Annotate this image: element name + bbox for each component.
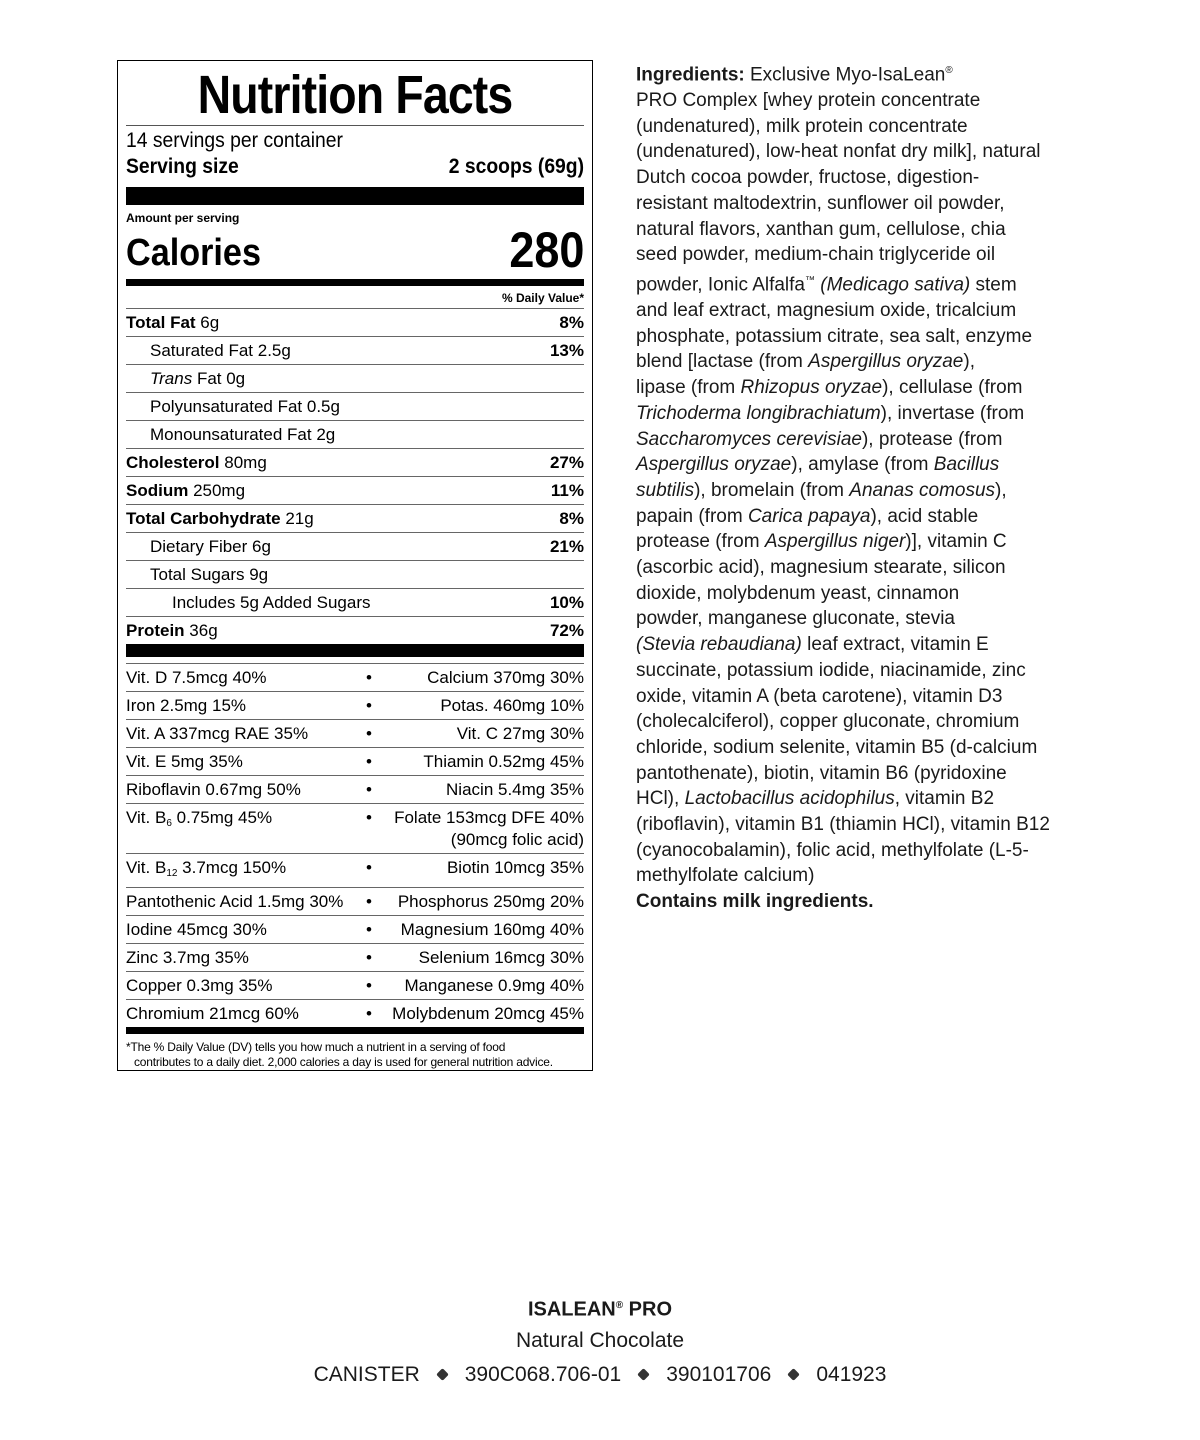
nutrient-row	[126, 588, 584, 616]
trademark-symbol: ®	[945, 65, 953, 76]
vitamin-right	[380, 888, 584, 915]
ingredient-text: powder, manganese gluconate, stevia	[636, 608, 955, 630]
nutrition-facts-title: Nutrition Facts	[197, 65, 513, 125]
ingredient-text: , vitamin B2	[894, 788, 995, 810]
vitamin-right	[380, 807, 584, 851]
vitamin-row	[126, 803, 584, 853]
nutrient-amount: 250mg	[188, 481, 246, 500]
ingredient-text: ),	[963, 351, 975, 373]
nutrient-label: Sodium	[126, 481, 189, 500]
scientific-name: Aspergillus niger	[764, 531, 906, 553]
nutrient-amount: 6g	[247, 537, 271, 556]
bullet-separator: •	[366, 696, 372, 715]
ingredient-line	[636, 452, 1086, 478]
bullet-separator: •	[366, 724, 372, 743]
nutrient-amount: 80mg	[219, 453, 267, 472]
bullet-separator: •	[366, 1004, 372, 1023]
nutrient-name	[126, 421, 335, 448]
ingredient-line	[636, 324, 1086, 350]
vitamin-left: Vit. B6 0.75mg 45%	[126, 808, 273, 829]
nutrient-label: Saturated Fat	[150, 341, 254, 360]
nutrient-label: Total Fat	[126, 313, 196, 332]
vitamin-right	[380, 664, 584, 691]
ingredient-text: (undenatured), low-heat nonfat dry milk], natural	[636, 141, 1041, 163]
nutrient-name	[126, 477, 245, 504]
ingredient-line	[636, 478, 1086, 504]
ingredient-line	[636, 658, 1086, 684]
product-code: 390C068.706-01	[464, 1362, 622, 1386]
bullet-separator: •	[366, 808, 372, 827]
nutrient-daily-value: 8%	[559, 509, 584, 528]
vitamin-right-line: Manganese 0.9mg 40%	[404, 976, 584, 995]
ingredient-line	[636, 504, 1086, 530]
vitamin-right-line: Niacin 5.4mg 35%	[446, 780, 584, 799]
vitamin-left: Iodine 45mcg 30%	[126, 920, 267, 939]
nutrient-name	[126, 561, 268, 588]
serving-size-row	[126, 153, 584, 181]
ingredient-line	[636, 529, 1086, 555]
vitamin-right-line: Calcium 370mg 30%	[427, 668, 584, 687]
ingredient-text: and leaf extract, magnesium oxide, tricalcium	[636, 299, 1017, 321]
product-name	[0, 1292, 1200, 1324]
ingredient-line	[636, 139, 1086, 165]
vitamin-right-line: Molybdenum 20mcg 45%	[392, 1004, 584, 1023]
nutrient-label: Polyunsaturated Fat	[150, 397, 303, 416]
nutrient-amount: 2g	[311, 425, 336, 444]
bullet-separator: •	[366, 948, 372, 967]
product-info	[0, 1292, 1200, 1390]
vitamin-right-line-2: (90mcg folic acid)	[450, 830, 584, 849]
scientific-name: (Stevia rebaudiana)	[636, 634, 802, 656]
nutrient-name	[126, 393, 340, 420]
ingredient-text: PRO Complex [whey protein concentrate	[636, 90, 981, 112]
vitamin-right	[380, 720, 584, 747]
nutrient-daily-value: 72%	[549, 621, 584, 640]
vitamin-right	[380, 944, 584, 971]
vitamin-right-line: Biotin 10mcg 35%	[446, 858, 584, 877]
nutrient-amount: 0g	[221, 369, 246, 388]
vitamin-row	[126, 747, 584, 775]
ingredient-text: chloride, sodium selenite, vitamin B5 (d-calcium	[636, 736, 1038, 758]
ingredient-text: leaf extract, vitamin E	[801, 634, 989, 656]
ingredient-text: ), protease (from	[861, 428, 1003, 450]
nutrient-row	[126, 420, 584, 448]
ingredient-line	[636, 191, 1086, 217]
vitamin-left: Iron 2.5mg 15%	[126, 696, 247, 715]
thick-divider	[126, 187, 584, 205]
vitamin-row	[126, 853, 584, 887]
vitamin-row	[126, 719, 584, 747]
ingredient-line	[636, 838, 1086, 864]
ingredient-line	[636, 427, 1086, 453]
divider	[126, 125, 584, 126]
medium-divider	[126, 279, 584, 286]
vitamin-left: Zinc 3.7mg 35%	[126, 948, 249, 967]
ingredient-text: (cholecalciferol), copper gluconate, chromium	[636, 711, 1020, 733]
vitamin-row	[126, 664, 584, 691]
product-code: CANISTER	[313, 1362, 420, 1386]
ingredient-line	[636, 217, 1086, 243]
vitamin-right-line: Selenium 16mcg 30%	[418, 948, 584, 967]
product-brand: ISALEAN	[527, 1298, 616, 1321]
separator-dot-icon	[637, 1368, 650, 1381]
product-code: 390101706	[666, 1362, 772, 1386]
vitamin-left: Copper 0.3mg 35%	[126, 976, 273, 995]
calories-value: 280	[508, 222, 584, 278]
bullet-separator: •	[366, 752, 372, 771]
serving-size-value: 2 scoops (69g)	[448, 155, 584, 178]
nutrient-amount: 36g	[184, 621, 218, 640]
registered-mark: ®	[615, 1300, 624, 1311]
nutrient-row	[126, 532, 584, 560]
ingredients-text	[636, 58, 1086, 889]
vitamin-right	[380, 748, 584, 775]
ingredient-text: lipase (from	[636, 377, 741, 399]
product-line: PRO	[623, 1298, 673, 1321]
ingredient-text: ), amylase (from	[791, 454, 934, 476]
scientific-name: Rhizopus oryzae	[740, 377, 883, 399]
ingredient-text: resistant maltodextrin, sunflower oil powder,	[636, 192, 1005, 214]
nutrient-daily-value: 27%	[549, 453, 584, 472]
subscript: 12	[166, 868, 178, 879]
ingredient-text: oxide, vitamin A (beta carotene), vitamin D3	[636, 685, 1003, 707]
nutrient-row	[126, 504, 584, 532]
nutrient-label: Total Sugars	[150, 565, 245, 584]
scientific-name: Trichoderma longibrachiatum	[636, 402, 881, 424]
scientific-name: Lactobacillus acidophilus	[684, 788, 895, 810]
nutrient-label: Fat	[196, 369, 222, 388]
ingredient-text: powder, Ionic Alfalfa	[636, 274, 805, 296]
ingredient-line	[636, 349, 1086, 375]
allergen-statement: Contains milk ingredients.	[636, 891, 874, 912]
ingredient-text: ),	[995, 479, 1007, 501]
ingredient-line	[636, 375, 1086, 401]
ingredient-text: phosphate, potassium citrate, sea salt, enzyme	[636, 325, 1033, 347]
bullet-separator: •	[366, 920, 372, 939]
ingredient-line	[636, 401, 1086, 427]
calories-row	[126, 222, 584, 278]
scientific-name: Aspergillus oryzae	[808, 351, 964, 373]
bullet-separator: •	[366, 858, 372, 877]
vitamin-right	[380, 692, 584, 719]
servings-per-container: 14 servings per container	[126, 129, 343, 152]
ingredient-line	[636, 581, 1086, 607]
vitamin-left: Vit. D 7.5mcg 40%	[126, 668, 267, 687]
vitamin-row	[126, 943, 584, 971]
footnote-line-2: contributes to a daily diet. 2,000 calories a day is used for general nutrition advice.	[134, 1055, 553, 1069]
nutrient-list	[126, 308, 584, 644]
vitamin-left: Vit. B12 3.7mcg 150%	[126, 858, 287, 879]
ingredient-line	[636, 632, 1086, 658]
nutrient-name-italic: Trans	[150, 369, 193, 388]
ingredient-text: seed powder, medium-chain triglyceride oil	[636, 244, 996, 266]
ingredient-line	[636, 761, 1086, 787]
nutrient-amount: 2.5g	[253, 341, 291, 360]
ingredient-text: (cyanocobalamin), folic acid, methylfolate (L-5-	[636, 839, 1029, 861]
daily-value-header: % Daily Value*	[501, 291, 584, 305]
nutrient-name	[126, 309, 219, 336]
separator-dot-icon	[436, 1368, 449, 1381]
bullet-separator: •	[366, 668, 372, 687]
product-codes	[0, 1360, 1200, 1390]
ingredient-line	[636, 735, 1086, 761]
ingredients-heading: Ingredients:	[636, 64, 745, 86]
vitamin-right-line: Thiamin 0.52mg 45%	[423, 752, 584, 771]
ingredient-text: ), bromelain (from	[694, 479, 850, 501]
ingredient-text: stem	[970, 274, 1017, 296]
vitamin-left: Vit. E 5mg 35%	[126, 752, 243, 771]
nutrient-label: Monounsaturated Fat	[150, 425, 312, 444]
bullet-separator: •	[366, 780, 372, 799]
nutrient-daily-value: 13%	[549, 341, 584, 360]
amount-per-serving: Amount per serving	[126, 211, 240, 225]
scientific-name: Aspergillus oryzae	[636, 454, 792, 476]
nutrient-label: Cholesterol	[126, 453, 220, 472]
ingredient-line	[636, 555, 1086, 581]
medium-divider	[126, 1027, 584, 1034]
ingredient-text: dioxide, molybdenum yeast, cinnamon	[636, 582, 960, 604]
ingredient-text: methylfolate calcium)	[636, 865, 815, 887]
nutrient-row	[126, 448, 584, 476]
heavy-divider	[126, 644, 584, 657]
vitamin-right	[380, 776, 584, 803]
nutrient-name	[126, 589, 370, 616]
nutrient-amount: 0.5g	[302, 397, 340, 416]
nutrient-row	[126, 560, 584, 588]
ingredient-line	[636, 709, 1086, 735]
ingredient-text: natural flavors, xanthan gum, cellulose, chia	[636, 218, 1006, 240]
nutrient-label: Total Carbohydrate	[126, 509, 281, 528]
ingredient-text: ), acid stable	[870, 505, 979, 527]
nutrient-daily-value: 11%	[550, 481, 584, 500]
vitamin-mineral-list	[126, 663, 584, 1027]
ingredient-line	[636, 786, 1086, 812]
nutrient-daily-value: 21%	[549, 537, 584, 556]
ingredient-line	[636, 298, 1086, 324]
vitamin-row	[126, 971, 584, 999]
calories-label: Calories	[126, 232, 261, 274]
nutrient-amount: 21g	[280, 509, 314, 528]
scientific-name: Bacillus	[933, 454, 1000, 476]
vitamin-row	[126, 915, 584, 943]
nutrient-amount: 6g	[195, 313, 220, 332]
nutrient-name	[126, 337, 291, 364]
bullet-separator: •	[366, 976, 372, 995]
ingredient-text: pantothenate), biotin, vitamin B6 (pyridoxine	[636, 762, 1007, 784]
ingredient-text: HCl),	[636, 788, 685, 810]
vitamin-left: Riboflavin 0.67mg 50%	[126, 780, 301, 799]
ingredient-text: )], vitamin C	[905, 531, 1007, 553]
ingredient-line	[636, 58, 1086, 88]
nutrient-row	[126, 336, 584, 364]
separator-dot-icon	[787, 1368, 800, 1381]
nutrient-row	[126, 616, 584, 644]
daily-value-footnote	[126, 1040, 584, 1070]
nutrient-amount: 9g	[244, 565, 269, 584]
ingredient-line	[636, 684, 1086, 710]
nutrient-daily-value: 8%	[559, 313, 584, 332]
nutrient-label: Includes 5g Added Sugars	[172, 593, 371, 612]
ingredient-line	[636, 606, 1086, 632]
ingredient-line	[636, 88, 1086, 114]
subscript: 6	[166, 818, 172, 829]
vitamin-right	[380, 854, 584, 881]
nutrient-label: Protein	[126, 621, 185, 640]
vitamin-left: Chromium 21mcg 60%	[126, 1004, 299, 1023]
vitamin-row	[126, 691, 584, 719]
nutrient-name	[126, 449, 267, 476]
footnote-line-1: *The % Daily Value (DV) tells you how much a nutrient in a serving of food	[126, 1040, 506, 1054]
ingredient-text: papain (from	[636, 505, 748, 527]
nutrient-name	[126, 505, 314, 532]
nutrient-label: Dietary Fiber	[150, 537, 248, 556]
vitamin-right-line: Magnesium 160mg 40%	[400, 920, 584, 939]
scientific-name: (Medicago sativa)	[815, 274, 971, 296]
bullet-separator: •	[366, 892, 372, 911]
scientific-name: Carica papaya	[747, 505, 871, 527]
nutrient-name	[126, 617, 218, 644]
trademark-symbol: ™	[805, 274, 815, 286]
vitamin-right-line: Potas. 460mg 10%	[440, 696, 584, 715]
ingredient-line	[636, 863, 1086, 889]
nutrition-facts-panel	[117, 60, 593, 1071]
ingredient-line	[636, 114, 1086, 140]
ingredient-line	[636, 165, 1086, 191]
vitamin-right-line: Phosphorus 250mg 20%	[397, 892, 584, 911]
ingredient-line	[636, 812, 1086, 838]
ingredient-text: Exclusive Myo-IsaLean	[744, 64, 946, 86]
ingredient-line	[636, 268, 1086, 298]
vitamin-right-line: Folate 153mcg DFE 40%	[394, 808, 584, 827]
vitamin-row	[126, 887, 584, 915]
nutrient-row	[126, 476, 584, 504]
ingredient-text: (ascorbic acid), magnesium stearate, silicon	[636, 557, 1006, 579]
nutrient-name	[126, 533, 271, 560]
ingredient-text: succinate, potassium iodide, niacinamide, zinc	[636, 659, 1026, 681]
vitamin-right-line: Vit. C 27mg 30%	[456, 724, 584, 743]
ingredient-text: (riboflavin), vitamin B1 (thiamin HCl), vitamin B12	[636, 814, 1050, 836]
scientific-name: subtilis	[636, 479, 695, 501]
product-code: 041923	[816, 1362, 887, 1386]
ingredient-text: (undenatured), milk protein concentrate	[636, 115, 968, 137]
ingredient-text: ), cellulase (from	[882, 377, 1023, 399]
vitamin-left: Vit. A 337mcg RAE 35%	[126, 724, 309, 743]
nutrient-row	[126, 308, 584, 336]
nutrient-name	[126, 365, 245, 392]
serving-size-label: Serving size	[126, 155, 239, 178]
ingredient-text: protease (from	[636, 531, 765, 553]
product-flavor: Natural Chocolate	[515, 1328, 685, 1352]
vitamin-left: Pantothenic Acid 1.5mg 30%	[126, 892, 344, 911]
nutrient-daily-value: 10%	[549, 593, 584, 612]
ingredient-text: Dutch cocoa powder, fructose, digestion-	[636, 167, 980, 189]
ingredient-text: blend [lactase (from	[636, 351, 809, 373]
ingredient-line	[636, 242, 1086, 268]
ingredient-text: ), invertase (from	[880, 402, 1025, 424]
vitamin-right	[380, 1000, 584, 1027]
nutrient-row	[126, 364, 584, 392]
vitamin-right	[380, 972, 584, 999]
vitamin-right	[380, 916, 584, 943]
scientific-name: Ananas comosus	[849, 479, 996, 501]
scientific-name: Saccharomyces cerevisiae	[636, 428, 862, 450]
nutrient-row	[126, 392, 584, 420]
vitamin-row	[126, 999, 584, 1027]
vitamin-row	[126, 775, 584, 803]
